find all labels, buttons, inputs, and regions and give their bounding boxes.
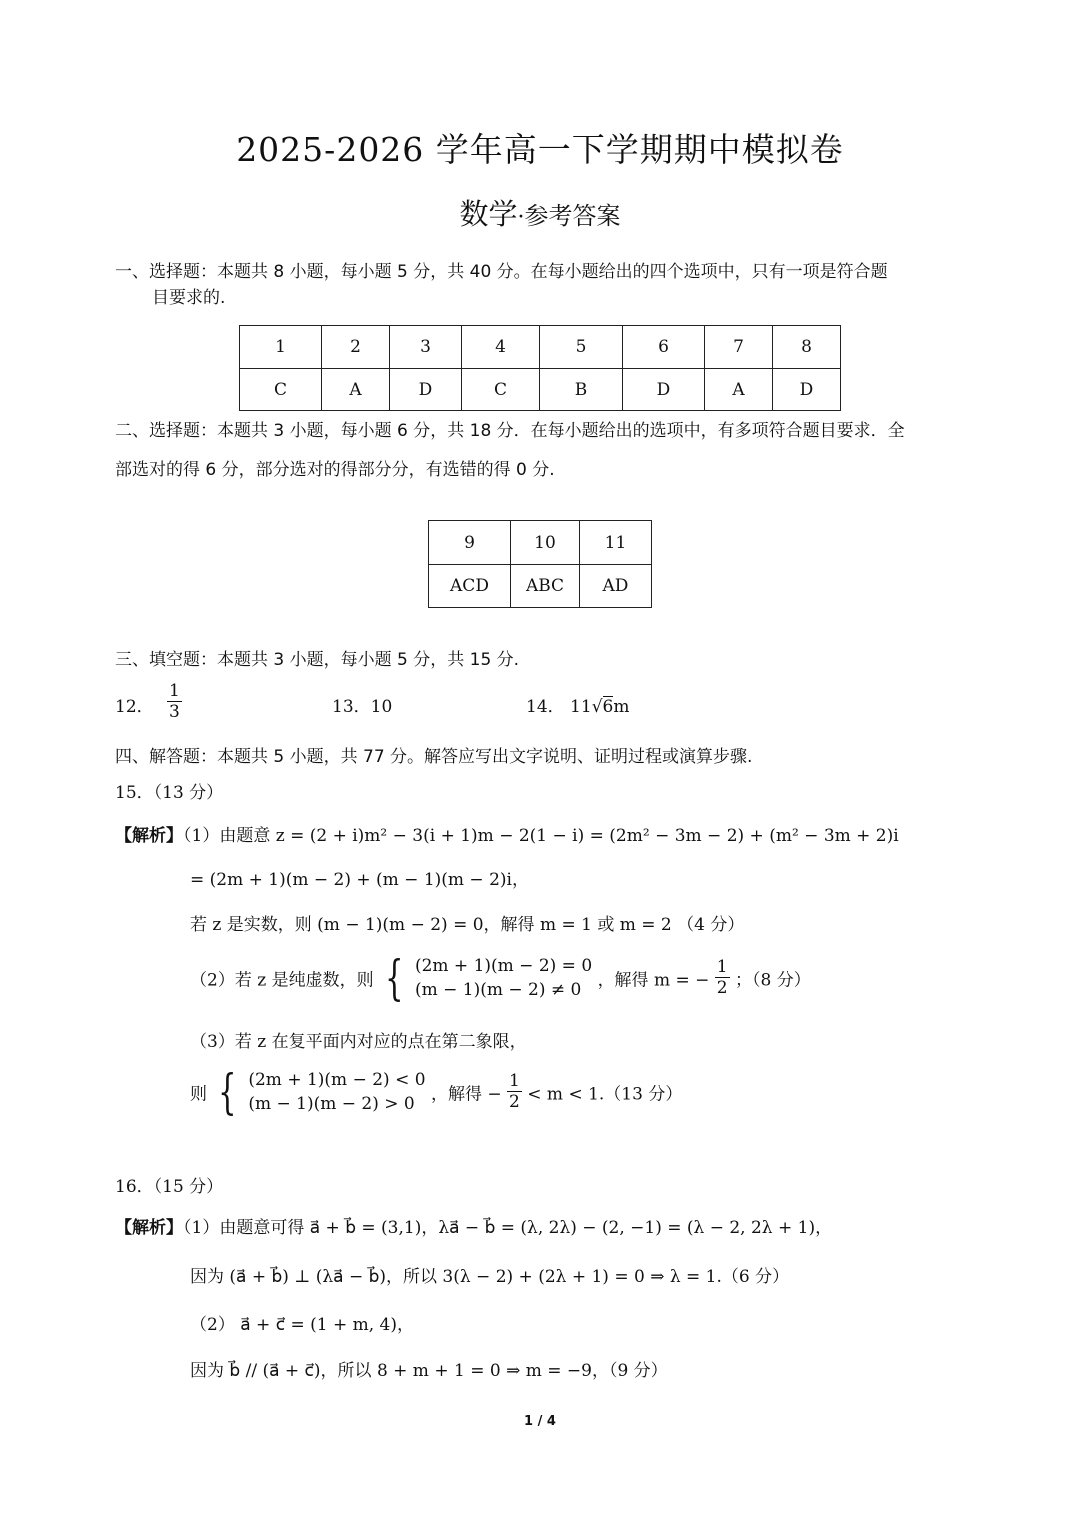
section2-number-row (429, 521, 652, 565)
section1-answer-row (240, 369, 841, 411)
table-cell: D (390, 369, 462, 411)
equation-line: (2m + 1)(m − 2) < 0 (248, 1070, 426, 1090)
section4-heading: 四、解答题：本题共 5 小题，共 77 分。解答应写出文字说明、证明过程或演算步骤. (115, 747, 753, 767)
section2-answer-row (429, 565, 652, 608)
q15-part3-system (248, 1068, 425, 1116)
table-cell: 1 (240, 326, 322, 369)
q14-unit: m (613, 697, 630, 717)
table-cell: D (773, 369, 841, 411)
section1-heading-line1: 一、选择题：本题共 8 小题，每小题 5 分，共 40 分。在每小题给出的四个选项中，只有一项是符合题 (115, 262, 888, 282)
section1-answer-table (239, 325, 841, 411)
table-cell: 7 (705, 326, 773, 369)
subject-label: 数学 (459, 197, 518, 231)
section2-heading-line1: 二、选择题：本题共 3 小题，每小题 6 分，共 18 分．在每小题给出的选项中，有多项符合题目要求．全 (115, 421, 905, 441)
table-cell: 4 (462, 326, 540, 369)
q15-part2-system (415, 954, 592, 1002)
section1-heading-line2: 目要求的. (152, 288, 226, 308)
section3-heading: 三、填空题：本题共 3 小题，每小题 5 分，共 15 分. (115, 650, 520, 670)
table-cell: ABC (511, 565, 580, 608)
table-cell: A (322, 369, 390, 411)
q15-part3-text-c: < m < 1.（13 分） (527, 1084, 683, 1105)
q12-fraction (167, 680, 182, 722)
equation-line: (2m + 1)(m − 2) = 0 (414, 956, 593, 976)
brace-icon: { (218, 1064, 237, 1120)
q16-part2: （2） a⃗ + c⃗ = (1 + m, 4)， (190, 1315, 414, 1335)
q15-part3-fraction (507, 1073, 522, 1111)
table-cell: 3 (390, 326, 462, 369)
table-cell: A (705, 369, 773, 411)
q16-part1 (115, 1213, 832, 1238)
q16-part2-continued: 因为 b⃗ // (a⃗ + c⃗)，所以 8 + m + 1 = 0 ⇒ m = −9，（9 分） (190, 1361, 668, 1381)
sqrt-icon: √ (591, 697, 603, 717)
analysis-tag: 【解析】 (115, 826, 183, 846)
q15-label: 15．（13 分） (115, 783, 224, 803)
table-cell: 8 (773, 326, 841, 369)
q15-part3: （3）若 z 在复平面内对应的点在第二象限， (190, 1032, 527, 1052)
q14-label: 14． (526, 697, 565, 717)
fraction-denominator: 3 (169, 701, 180, 722)
q14-coefficient: 11 (570, 697, 592, 717)
q14-answer (526, 692, 629, 717)
table-cell: B (540, 369, 623, 411)
equation-line: (m − 1)(m − 2) > 0 (248, 1094, 415, 1114)
q15-part1-continued: = (2m + 1)(m − 2) + (m − 1)(m − 2)i， (190, 870, 529, 890)
table-cell: 11 (580, 521, 652, 565)
q12-label: 12． (115, 697, 154, 717)
q15-part3-text-a: 则 (190, 1084, 207, 1105)
q15-part3-text-b: ，解得 − (430, 1084, 502, 1105)
table-cell: ACD (429, 565, 511, 608)
fraction-denominator: 2 (716, 978, 728, 998)
brace-icon: { (385, 950, 404, 1006)
equation-line: (m − 1)(m − 2) ≠ 0 (414, 980, 582, 1000)
q15-part2 (190, 950, 811, 1006)
table-cell: 2 (322, 326, 390, 369)
section2-answer-table (428, 520, 652, 608)
table-cell: 9 (429, 521, 511, 565)
q15-part1 (115, 821, 899, 846)
fraction-numerator: 1 (509, 1071, 520, 1091)
subtitle-rest: 参考答案 (524, 202, 621, 230)
q15-part2-text-c: ；（8 分） (735, 970, 811, 991)
table-cell: AD (580, 565, 652, 608)
table-cell: 10 (511, 521, 580, 565)
q15-part1-conclusion: 若 z 是实数，则 (m − 1)(m − 2) = 0，解得 m = 1 或 m = 2 （4 分） (190, 915, 745, 935)
section2-heading-line2: 部选对的得 6 分，部分选对的得部分分，有选错的得 0 分. (115, 460, 555, 480)
q15-part1-text: （1）由题意 z = (2 + i)m² − 3(i + 1)m − 2(1 − i) = (2m² − 3m − 2) + (m² − 3m + 2)i (183, 826, 899, 846)
q15-part2-text-b: ，解得 m = − (597, 970, 710, 991)
page-number: 1 / 4 (524, 1414, 556, 1429)
fraction-numerator: 1 (716, 957, 728, 977)
fraction-numerator: 1 (169, 680, 180, 701)
table-cell: C (240, 369, 322, 411)
q15-part2-text-a: （2）若 z 是纯虚数，则 (190, 970, 374, 991)
q15-part3-system-line (190, 1064, 683, 1120)
q16-label: 16．（15 分） (115, 1177, 224, 1197)
q14-radicand: 6 (602, 697, 614, 717)
fraction-denominator: 2 (509, 1092, 520, 1112)
subtitle-separator: · (517, 205, 525, 230)
section1-number-row (240, 326, 841, 369)
q16-part1-text: （1）由题意可得 a⃗ + b⃗ = (3,1)，λa⃗ − b⃗ = (λ, 2λ) − (2, −1) = (λ − 2, 2λ + 1)， (183, 1218, 833, 1238)
document-title: 2025-2026 学年高一下学期期中模拟卷 (236, 130, 844, 169)
analysis-tag: 【解析】 (115, 1218, 183, 1238)
q15-part2-fraction (715, 959, 730, 997)
q12-answer (115, 680, 182, 722)
document-subtitle (0, 192, 1080, 233)
table-cell: 6 (623, 326, 705, 369)
q13-answer: 13．10 (332, 697, 393, 717)
table-cell: D (623, 369, 705, 411)
table-cell: C (462, 369, 540, 411)
q16-part1-continued: 因为 (a⃗ + b⃗) ⊥ (λa⃗ − b⃗)，所以 3(λ − 2) + (2λ + 1) = 0 ⇒ λ = 1.（6 分） (190, 1267, 790, 1287)
table-cell: 5 (540, 326, 623, 369)
